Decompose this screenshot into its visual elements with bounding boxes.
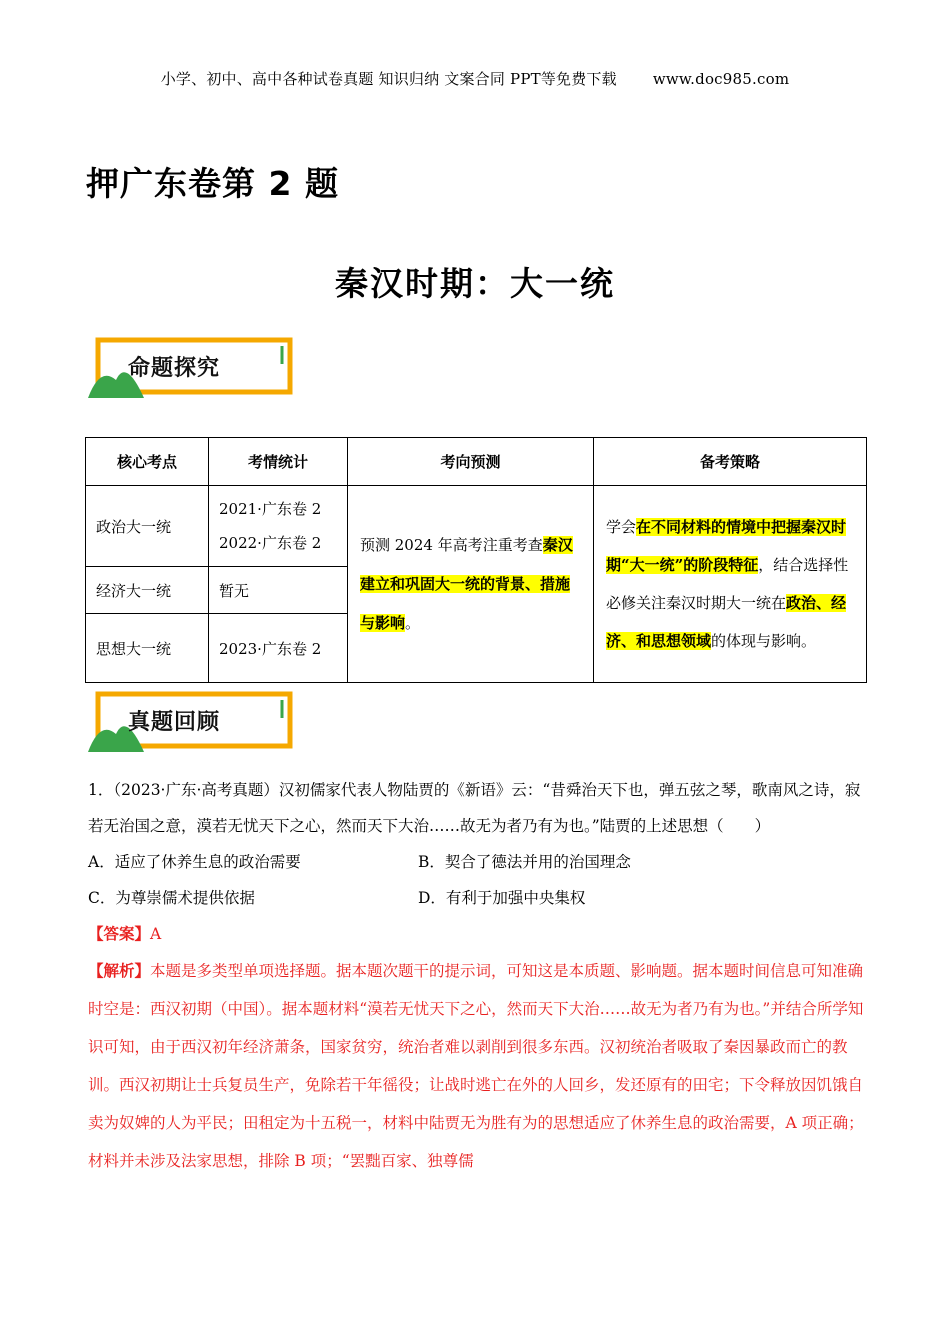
strategy-highlight: 在不同材料的情境中把握秦汉时期“大一统”的阶段特征 <box>606 518 847 574</box>
exam-overview-table <box>85 437 867 683</box>
table-header-cell: 核心考点 <box>86 438 209 486</box>
table-header-cell: 备考策略 <box>594 438 867 486</box>
strategy-text: 的体现与影响。 <box>711 632 817 650</box>
page-header <box>0 68 950 89</box>
option-b[interactable]: B．契合了德法并用的治国理念 <box>418 853 631 871</box>
prediction-cell <box>348 486 594 683</box>
stat-entry: 2021·广东卷 2 <box>219 500 322 518</box>
document-title: 押广东卷第 2 题 <box>86 164 339 203</box>
core-point-cell: 政治大一统 <box>86 486 209 567</box>
table-row <box>86 486 867 567</box>
answer-tag: 【答案】 <box>88 924 151 943</box>
analysis-paragraph <box>88 952 864 1180</box>
stats-cell <box>209 486 348 567</box>
prediction-text: 预测 2024 年高考注重考查 <box>360 535 543 554</box>
option-a[interactable]: A．适应了休养生息的政治需要 <box>88 853 301 871</box>
table-header-cell: 考向预测 <box>348 438 594 486</box>
strategy-cell <box>594 486 867 683</box>
stats-cell: 暂无 <box>209 567 348 614</box>
strategy-highlight: 政治、经济、和思想领域 <box>606 594 847 650</box>
analysis-text: 本题是多类型单项选择题。据本题次题干的提示词，可知这是本质题、影响题。据本题时间信息可知准确时空是：西汉初期（中国）。据本题材料“漠若无忧天下之心，然而天下大治……故无为者乃有为也。”并结合所学知识可知，由于西汉初年经济萧条，国家贫穷，统治者难以剥削到很多东西。汉初统治者吸取了秦因暴政而亡的教训。西汉初期让士兵复员生产，免除若干年徭役；让战时逃亡在外的人回乡，发还原有的田宅；下令释放因饥饿自卖为奴婢的人为平民；田租定为十五税一，材料中陆贾无为胜有为的思想适应了休养生息的政治需要，A 项正确；材料并未涉及法家思想，排除 B 项；“罢黜百家、独尊儒 <box>88 962 864 1170</box>
question-block <box>88 772 864 1180</box>
section-label: 命题探究 <box>128 356 221 381</box>
table-header-row <box>86 438 867 486</box>
stats-cell: 2023·广东卷 2 <box>209 614 348 683</box>
option-d[interactable]: D．有利于加强中央集权 <box>418 889 586 907</box>
answer-line <box>88 916 864 952</box>
document-subtitle: 秦汉时期：大一统 <box>335 264 615 303</box>
stat-entry: 2022·广东卷 2 <box>219 534 322 552</box>
option-c[interactable]: C．为尊崇儒术提供依据 <box>88 889 255 907</box>
header-text: 小学、初中、高中各种试卷真题 知识归纳 文案合同 PPT等免费下载 <box>160 70 617 88</box>
prediction-highlight: 秦汉建立和巩固大一统的背景、措施与影响 <box>360 535 573 632</box>
section-banner-exploration <box>88 336 298 398</box>
analysis-tag: 【解析】 <box>88 961 151 980</box>
question-stem: 1．（2023·广东·高考真题）汉初儒家代表人物陆贾的《新语》云：“昔舜治天下也，弹五弦之琴，歌南风之诗，寂若无治国之意，漠若无忧天下之心，然而天下大治……故无为者乃有为也。”陆贾的上述思想（ ） <box>88 781 861 835</box>
strategy-text: 学会 <box>606 518 637 536</box>
question-options <box>88 844 864 916</box>
core-point-cell: 思想大一统 <box>86 614 209 683</box>
answer-value: A <box>150 925 162 943</box>
prediction-end: 。 <box>405 613 421 632</box>
section-label: 真题回顾 <box>128 710 221 735</box>
core-point-cell: 经济大一统 <box>86 567 209 614</box>
header-site-link[interactable]: www.doc985.com <box>652 70 790 88</box>
section-banner-review <box>88 690 298 752</box>
table-header-cell: 考情统计 <box>209 438 348 486</box>
strategy-text: ，结合选择性必修关注秦汉时期大一统在 <box>606 556 849 612</box>
